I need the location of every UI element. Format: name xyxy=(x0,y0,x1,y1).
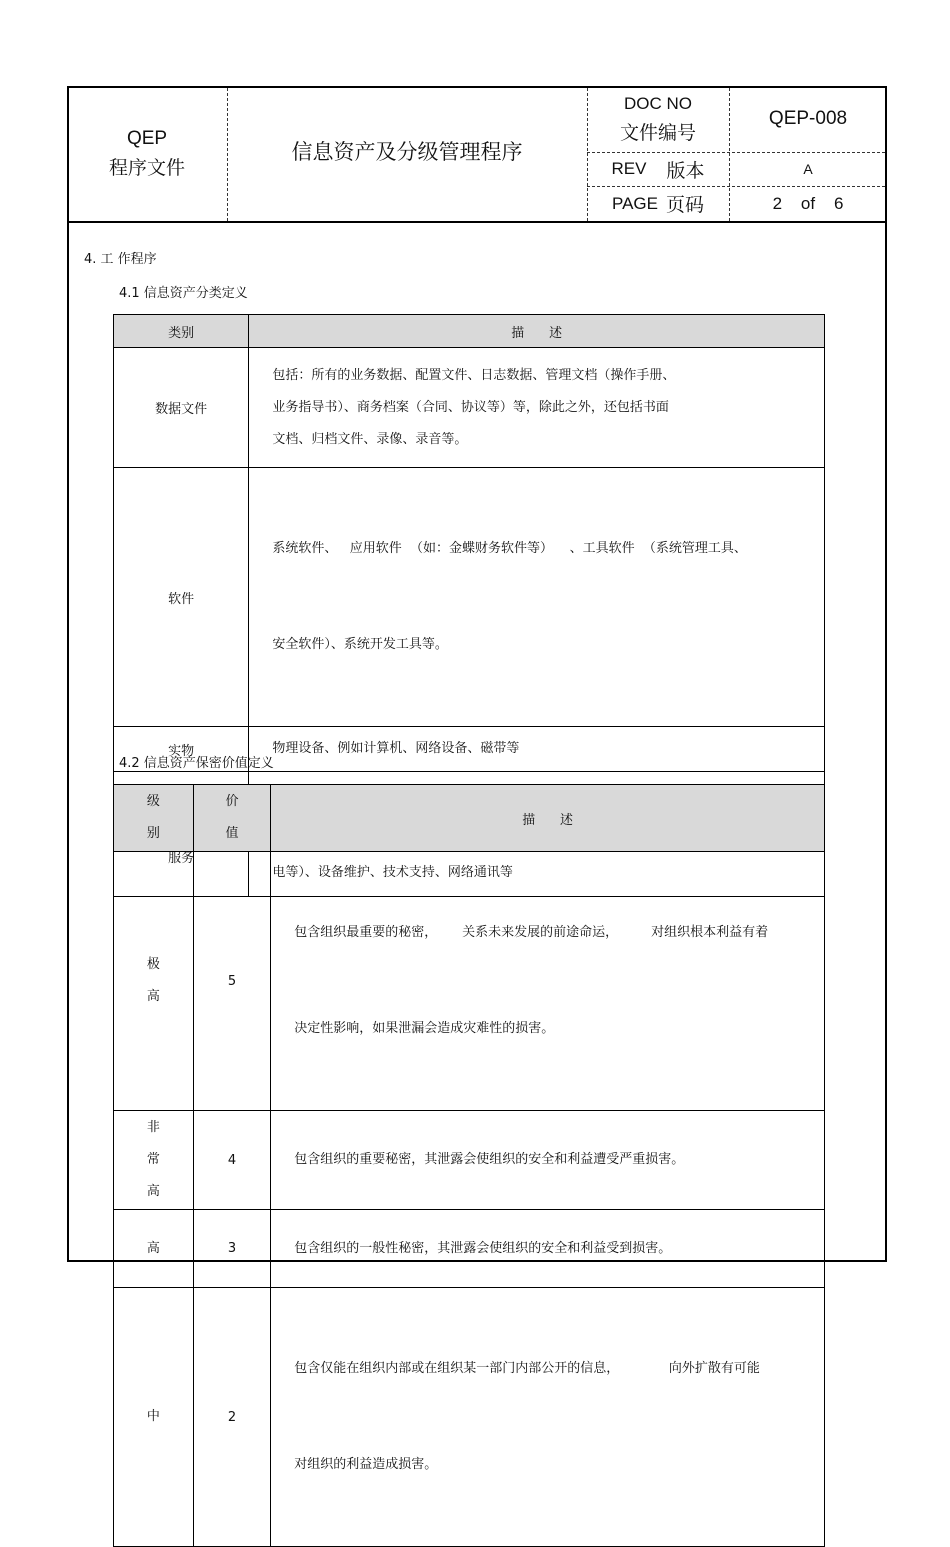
docno-label xyxy=(587,86,729,152)
section-heading-4: 4. 工 作程序 xyxy=(84,252,157,267)
table-row xyxy=(114,852,825,1111)
description-cell xyxy=(249,348,825,468)
table-header-row xyxy=(114,785,825,852)
table-row xyxy=(114,1288,825,1547)
description-line: 文档、归档文件、录像、录音等。 xyxy=(272,431,468,447)
header-divider xyxy=(587,186,885,187)
category-cell: 软件 xyxy=(114,468,249,727)
description-line: 包含组织的重要秘密，其泄露会使组织的安全和利益遭受严重损害。 xyxy=(294,1152,685,1167)
column-header-description: 描 述 xyxy=(249,315,825,348)
description-line: 决定性影响，如果泄漏会造成灾难性的损害。 xyxy=(294,1021,555,1036)
document-header xyxy=(67,86,887,223)
level-char: 高 xyxy=(146,1240,160,1256)
description-line: 包含组织的一般性秘密，其泄露会使组织的安全和利益受到损害。 xyxy=(294,1240,672,1256)
table-row xyxy=(114,1111,825,1210)
page-label-cn: 页码 xyxy=(665,194,704,216)
description-line: 电等）、设备维护、技术支持、网络通讯等 xyxy=(272,864,513,880)
header-char: 值 xyxy=(225,826,239,841)
page-number: 2 of 6 xyxy=(772,193,844,213)
category-cell: 数据文件 xyxy=(114,348,249,468)
description-line: 包含仅能在组织内部或在组织某一部门内部公开的信息， 向外扩散有可能 xyxy=(294,1361,760,1376)
table-row xyxy=(114,1210,825,1288)
level-cell xyxy=(114,1111,194,1210)
level-cell xyxy=(114,852,194,1111)
header-divider xyxy=(729,88,730,221)
description-cell xyxy=(249,727,825,772)
column-header-category: 类别 xyxy=(114,315,249,348)
section-heading-4-1: 4.1 信息资产分类定义 xyxy=(119,286,248,301)
description-line: 安全软件）、系统开发工具等。 xyxy=(272,637,448,652)
value-cell: 2 xyxy=(193,1288,271,1547)
header-char: 价 xyxy=(225,794,239,809)
category-cell: 服务 xyxy=(114,817,249,897)
description-line: 物理设备、例如计算机、网络设备、磁带等 xyxy=(272,741,520,756)
level-char: 极 xyxy=(146,957,160,972)
value-cell: 4 xyxy=(193,1111,271,1210)
level-cell xyxy=(114,1210,194,1288)
table-row xyxy=(114,468,825,727)
header-bottom-rule xyxy=(67,221,887,223)
docno-value: QEP-008 xyxy=(768,108,848,129)
level-char: 常 xyxy=(146,1152,160,1167)
description-cell xyxy=(271,1210,825,1288)
section-heading-4-2: 4.2 信息资产保密价值定义 xyxy=(119,756,274,771)
page-label xyxy=(587,186,729,221)
description-line: 对组织的利益造成损害。 xyxy=(294,1457,438,1472)
description-cell xyxy=(271,852,825,1111)
description-cell xyxy=(271,1111,825,1210)
description-cell xyxy=(271,1288,825,1547)
description-line: 业务指导书）、商务档案（合同、协议等）等，除此之外，还包括书面 xyxy=(272,399,669,415)
header-divider xyxy=(227,88,228,221)
doc-type-code: QEP xyxy=(126,127,168,149)
confidentiality-value-table xyxy=(113,784,825,1547)
level-char: 高 xyxy=(146,989,160,1004)
table-header-row xyxy=(114,315,825,348)
docno-label-en: DOC NO xyxy=(624,93,692,113)
level-cell xyxy=(114,1288,194,1547)
header-char: 别 xyxy=(146,826,160,841)
table-row xyxy=(114,348,825,468)
value-cell: 3 xyxy=(193,1210,271,1288)
description-line: 系统软件、 应用软件 （如：金蝶财务软件等） 、工具软件 （系统管理工具、 xyxy=(272,541,747,556)
category-cell: 实物 xyxy=(114,727,249,772)
header-char: 级 xyxy=(146,794,160,809)
level-char: 中 xyxy=(146,1409,160,1424)
header-divider xyxy=(587,152,885,153)
column-header-value xyxy=(193,785,271,852)
value-cell: 5 xyxy=(193,852,271,1111)
rev-label-en: REV xyxy=(611,159,647,178)
rev-label-cn: 版本 xyxy=(666,159,705,182)
doc-type-name: 程序文件 xyxy=(108,157,185,179)
rev-label xyxy=(587,152,729,186)
column-header-level xyxy=(114,785,194,852)
description-line: 包含组织最重要的秘密， 关系未来发展的前途命运， 对组织根本利益有着 xyxy=(294,925,769,940)
doc-type-label xyxy=(67,86,227,221)
description-line: 包括：所有的业务数据、配置文件、日志数据、管理文档（操作手册、 xyxy=(272,367,676,383)
level-char: 高 xyxy=(146,1184,160,1199)
document-title: 信息资产及分级管理程序 xyxy=(291,140,523,164)
rev-value: A xyxy=(803,161,813,177)
page-label-en: PAGE xyxy=(612,193,658,213)
level-char: 非 xyxy=(146,1120,160,1135)
header-divider xyxy=(587,88,588,221)
column-header-description: 描 述 xyxy=(271,785,825,852)
docno-label-cn: 文件编号 xyxy=(619,121,696,144)
description-cell xyxy=(249,468,825,727)
